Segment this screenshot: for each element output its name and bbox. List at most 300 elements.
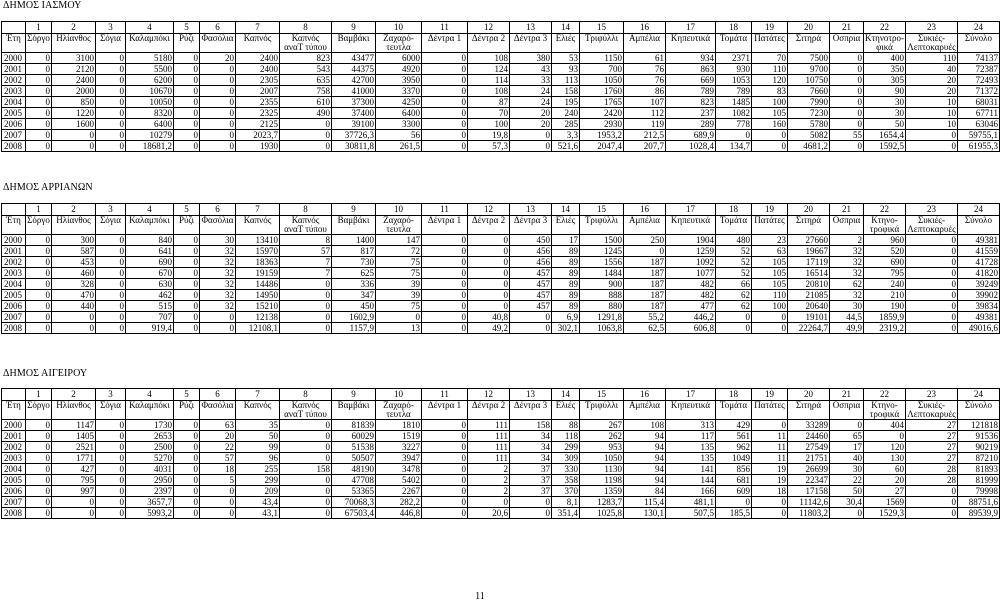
value-cell: 57 — [200, 453, 236, 464]
value-cell: 0 — [422, 108, 468, 119]
value-cell: 0 — [510, 130, 552, 141]
value-cell: 0 — [174, 323, 200, 334]
value-cell: 0 — [26, 257, 52, 268]
value-cell: 2000 — [52, 86, 96, 97]
value-cell: 70 — [752, 53, 788, 64]
value-cell: 47708 — [332, 475, 376, 486]
value-cell: 118 — [552, 431, 580, 442]
value-cell: 24 — [510, 97, 552, 108]
year-cell: 2005 — [2, 475, 26, 486]
value-cell: 350 — [864, 64, 906, 75]
value-cell: 32 — [200, 257, 236, 268]
value-cell: 1405 — [52, 431, 96, 442]
column-header: Καπνός — [280, 34, 332, 44]
value-cell: 1485 — [716, 97, 752, 108]
year-cell: 2002 — [2, 442, 26, 453]
value-cell: 49381 — [958, 312, 1000, 323]
value-cell: 34 — [510, 431, 552, 442]
table-row — [2, 431, 1000, 442]
value-cell: 8 — [280, 235, 332, 246]
column-index: 20 — [788, 204, 830, 216]
value-cell: 0 — [200, 64, 236, 75]
column-index: 2 — [52, 22, 96, 34]
year-cell: 2000 — [2, 235, 26, 246]
value-cell: 187 — [624, 268, 666, 279]
value-cell: 2267 — [376, 486, 422, 497]
value-cell: 520 — [864, 246, 906, 257]
value-cell: 1569 — [864, 497, 906, 508]
value-cell: 960 — [864, 235, 906, 246]
value-cell: 0 — [26, 235, 52, 246]
value-cell: 10670 — [126, 86, 174, 97]
value-cell: 0 — [174, 312, 200, 323]
value-cell: 285 — [552, 119, 580, 130]
column-index: 21 — [830, 204, 864, 216]
value-cell: 0 — [52, 508, 96, 519]
value-cell: 305 — [864, 75, 906, 86]
value-cell: 1028,4 — [666, 141, 716, 152]
value-cell: 0 — [200, 130, 236, 141]
column-header: Ζαχαρό- — [376, 401, 422, 411]
value-cell: 730 — [332, 257, 376, 268]
column-header: Αμπέλια — [624, 401, 666, 411]
column-header-continued — [830, 410, 864, 420]
value-cell: 41728 — [958, 257, 1000, 268]
value-cell: 962 — [716, 442, 752, 453]
value-cell: 0 — [174, 141, 200, 152]
value-cell: 625 — [332, 268, 376, 279]
value-cell: 42700 — [332, 75, 376, 86]
value-cell: 76 — [624, 64, 666, 75]
column-header: Τριφύλλι — [580, 216, 624, 226]
column-index: 21 — [830, 22, 864, 34]
column-header-continued — [580, 43, 624, 53]
value-cell: 37400 — [332, 108, 376, 119]
column-header-continued — [174, 225, 200, 235]
column-header-continued — [174, 410, 200, 420]
value-cell: 86 — [624, 86, 666, 97]
value-cell: 0 — [864, 431, 906, 442]
header-row — [2, 216, 1000, 226]
value-cell: 11142,6 — [788, 497, 830, 508]
value-cell: 0 — [200, 97, 236, 108]
value-cell: 39902 — [958, 290, 1000, 301]
value-cell: 482 — [666, 279, 716, 290]
value-cell: 20640 — [788, 301, 830, 312]
value-cell: 795 — [52, 475, 96, 486]
section-title-aigeirou: ΔΗΜΟΣ ΑΙΓΕΙΡΟΥ — [3, 368, 88, 379]
value-cell: 4250 — [376, 97, 422, 108]
column-header: Καπνός — [236, 216, 280, 226]
column-index: 16 — [624, 204, 666, 216]
value-cell: 105 — [752, 268, 788, 279]
column-index: 15 — [580, 389, 624, 401]
value-cell: 255 — [236, 464, 280, 475]
value-cell: 6000 — [376, 53, 422, 64]
value-cell: 0 — [26, 301, 52, 312]
value-cell: 0 — [280, 141, 332, 152]
value-cell: 450 — [510, 235, 552, 246]
value-cell: 689,9 — [666, 130, 716, 141]
value-cell: 0 — [96, 323, 126, 334]
column-header-continued: φικά — [864, 43, 906, 53]
value-cell: 0 — [26, 130, 52, 141]
value-cell: 0 — [174, 497, 200, 508]
value-cell: 0 — [96, 431, 126, 442]
column-header: Βαμβάκι — [332, 34, 376, 44]
value-cell: 0 — [96, 453, 126, 464]
value-cell: 81839 — [332, 420, 376, 431]
value-cell: 89 — [552, 301, 580, 312]
column-header: Ζαχαρό- — [376, 34, 422, 44]
column-index: 7 — [236, 204, 280, 216]
column-header: Οσπρια — [830, 34, 864, 44]
column-header: Σύνολο — [958, 34, 1000, 44]
value-cell: 0 — [200, 86, 236, 97]
value-cell: 543 — [280, 64, 332, 75]
column-header: Πατάτες — [752, 34, 788, 44]
value-cell: 0 — [200, 75, 236, 86]
value-cell: 41559 — [958, 246, 1000, 257]
column-header: Κτηνο- — [864, 401, 906, 411]
value-cell: 66 — [716, 279, 752, 290]
column-header: Σόργο — [27, 400, 50, 410]
value-cell: 482 — [666, 290, 716, 301]
column-header: Ηλίανθος — [52, 34, 96, 44]
value-cell: 3100 — [52, 53, 96, 64]
value-cell: 0 — [906, 497, 958, 508]
value-cell: 919,4 — [126, 323, 174, 334]
value-cell: 27 — [906, 420, 958, 431]
year-cell: 2003 — [2, 453, 26, 464]
column-header: Συκιές- — [906, 34, 958, 44]
value-cell: 0 — [26, 486, 52, 497]
column-index: 6 — [200, 204, 236, 216]
value-cell: 110 — [752, 290, 788, 301]
value-cell: 37726,3 — [332, 130, 376, 141]
value-cell: 0 — [26, 442, 52, 453]
value-cell: 121818 — [958, 420, 1000, 431]
value-cell: 313 — [666, 420, 716, 431]
column-header-continued — [96, 410, 126, 420]
column-header: Ελιές — [552, 216, 580, 226]
value-cell: 7 — [280, 268, 332, 279]
value-cell: 3370 — [376, 86, 422, 97]
value-cell: 817 — [332, 246, 376, 257]
value-cell: 6200 — [126, 75, 174, 86]
value-cell: 39 — [376, 290, 422, 301]
value-cell: 0 — [422, 431, 468, 442]
value-cell: 105 — [752, 257, 788, 268]
value-cell: 3,3 — [552, 130, 580, 141]
value-cell: 7 — [280, 257, 332, 268]
value-cell: 0 — [200, 141, 236, 152]
value-cell: 237 — [666, 108, 716, 119]
column-index: 17 — [666, 22, 716, 34]
value-cell: 0 — [422, 75, 468, 86]
value-cell: 18 — [752, 486, 788, 497]
year-cell: 2005 — [2, 108, 26, 119]
value-cell: 446,8 — [376, 508, 422, 519]
value-cell: 49381 — [958, 235, 1000, 246]
value-cell: 0 — [906, 235, 958, 246]
column-index: 11 — [422, 389, 468, 401]
column-header: Σόργο — [27, 215, 50, 225]
value-cell: 850 — [52, 97, 96, 108]
value-cell: 0 — [96, 268, 126, 279]
value-cell: 0 — [26, 119, 52, 130]
column-index: 23 — [906, 204, 958, 216]
value-cell: 0 — [830, 86, 864, 97]
value-cell: 100 — [468, 119, 510, 130]
value-cell: 0 — [906, 290, 958, 301]
value-cell: 250 — [624, 235, 666, 246]
value-cell: 823 — [666, 97, 716, 108]
year-cell: 2000 — [2, 53, 26, 64]
value-cell: 446,2 — [666, 312, 716, 323]
column-index: 14 — [552, 22, 580, 34]
value-cell: 61955,3 — [958, 141, 1000, 152]
column-header: Κηπευτικά — [666, 34, 716, 44]
column-index: 14 — [552, 204, 580, 216]
value-cell: 0 — [96, 246, 126, 257]
value-cell: 462 — [126, 290, 174, 301]
value-cell: 0 — [26, 464, 52, 475]
value-cell: 0 — [174, 119, 200, 130]
value-cell: 9700 — [788, 64, 830, 75]
table-row — [2, 486, 1000, 497]
table-row — [2, 323, 1000, 334]
column-index: 11 — [422, 22, 468, 34]
value-cell: 0 — [200, 108, 236, 119]
column-header-continued: τροφικά — [864, 225, 906, 235]
value-cell: 24460 — [788, 431, 830, 442]
value-cell: 115,4 — [624, 497, 666, 508]
value-cell: 107 — [624, 97, 666, 108]
value-cell: 0 — [422, 475, 468, 486]
value-cell: 0 — [174, 508, 200, 519]
value-cell: 0 — [52, 323, 96, 334]
column-header: Ρύζι — [174, 216, 200, 226]
value-cell: 23 — [752, 235, 788, 246]
value-cell: 2355 — [236, 97, 280, 108]
value-cell: 22 — [830, 475, 864, 486]
value-cell: 0 — [280, 119, 332, 130]
value-cell: 863 — [666, 64, 716, 75]
year-cell: 2003 — [2, 268, 26, 279]
value-cell: 0 — [96, 464, 126, 475]
value-cell: 1259 — [666, 246, 716, 257]
value-cell: 158 — [280, 464, 332, 475]
value-cell: 32 — [200, 290, 236, 301]
value-cell: 0 — [52, 130, 96, 141]
value-cell: 33 — [510, 75, 552, 86]
year-cell: 2008 — [2, 323, 26, 334]
year-cell: 2007 — [2, 497, 26, 508]
table-row — [2, 53, 1000, 64]
value-cell: 0 — [96, 141, 126, 152]
value-cell: 0 — [906, 141, 958, 152]
column-index: 2 — [52, 204, 96, 216]
column-index: 5 — [174, 22, 200, 34]
value-cell: 32 — [200, 268, 236, 279]
header-row-continued — [2, 410, 1000, 420]
value-cell: 2400 — [52, 75, 96, 86]
value-cell: 72 — [376, 246, 422, 257]
value-cell: 50 — [236, 431, 280, 442]
column-index: 22 — [864, 204, 906, 216]
value-cell: 0 — [906, 312, 958, 323]
table-row — [2, 442, 1000, 453]
column-header: Δέντρα 2 — [468, 216, 510, 226]
value-cell: 0 — [422, 508, 468, 519]
value-cell: 2653 — [126, 431, 174, 442]
value-cell: 0 — [716, 497, 752, 508]
value-cell: 789 — [716, 86, 752, 97]
value-cell: 100 — [752, 301, 788, 312]
value-cell: 302,1 — [552, 323, 580, 334]
value-cell: 111 — [468, 453, 510, 464]
value-cell: 358 — [552, 475, 580, 486]
value-cell: 1050 — [580, 75, 624, 86]
column-header: Καπνός — [280, 216, 332, 226]
year-cell: 2001 — [2, 64, 26, 75]
value-cell: 48190 — [332, 464, 376, 475]
value-cell: 130,1 — [624, 508, 666, 519]
column-header: Σιτηρά — [788, 216, 830, 226]
column-header: Σύνολο — [958, 401, 1000, 411]
value-cell: 840 — [126, 235, 174, 246]
value-cell: 158 — [510, 420, 552, 431]
header-row — [2, 34, 1000, 44]
value-cell: 0 — [422, 64, 468, 75]
value-cell: 209 — [236, 486, 280, 497]
value-cell: 11 — [752, 431, 788, 442]
value-cell: 117 — [666, 431, 716, 442]
value-cell: 457 — [510, 268, 552, 279]
value-cell: 27 — [906, 431, 958, 442]
value-cell: 0 — [200, 323, 236, 334]
value-cell: 20 — [906, 75, 958, 86]
value-cell: 67711 — [958, 108, 1000, 119]
value-cell: 22 — [200, 442, 236, 453]
value-cell: 0 — [280, 312, 332, 323]
value-cell: 19159 — [236, 268, 280, 279]
value-cell: 490 — [280, 108, 332, 119]
value-cell: 2 — [468, 486, 510, 497]
value-cell: 119 — [624, 119, 666, 130]
value-cell: 20 — [200, 53, 236, 64]
column-header: Οσπρια — [830, 216, 864, 226]
value-cell: 0 — [280, 442, 332, 453]
column-header: Συκιές- — [906, 216, 958, 226]
value-cell: 0 — [716, 130, 752, 141]
column-header: Καπνός — [236, 34, 280, 44]
value-cell: 0 — [96, 108, 126, 119]
column-header-continued: τευτλα — [376, 43, 422, 53]
value-cell: 6400 — [126, 119, 174, 130]
value-cell: 450 — [332, 301, 376, 312]
value-cell: 113 — [552, 75, 580, 86]
table-row — [2, 279, 1000, 290]
value-cell: 39249 — [958, 279, 1000, 290]
value-cell: 700 — [580, 64, 624, 75]
value-cell: 1810 — [376, 420, 422, 431]
column-index: 22 — [864, 22, 906, 34]
value-cell: 370 — [552, 486, 580, 497]
value-cell: 87 — [468, 97, 510, 108]
column-header-continued — [52, 43, 96, 53]
value-cell: 880 — [580, 301, 624, 312]
value-cell: 20 — [200, 431, 236, 442]
value-cell: 0 — [96, 119, 126, 130]
value-cell: 0 — [422, 246, 468, 257]
value-cell: 0 — [26, 508, 52, 519]
value-cell: 56 — [376, 130, 422, 141]
value-cell: 0 — [96, 497, 126, 508]
value-cell: 8,1 — [552, 497, 580, 508]
value-cell: 52 — [716, 246, 752, 257]
value-cell: 440 — [52, 301, 96, 312]
value-cell: 2397 — [126, 486, 174, 497]
value-cell: 299 — [552, 442, 580, 453]
column-header: Κτηνοτρο- — [865, 33, 904, 43]
value-cell: 480 — [716, 235, 752, 246]
value-cell: 0 — [174, 420, 200, 431]
table-row — [2, 508, 1000, 519]
value-cell: 0 — [422, 86, 468, 97]
value-cell: 0 — [422, 119, 468, 130]
value-cell: 12138 — [236, 312, 280, 323]
column-header-continued — [236, 410, 280, 420]
value-cell: 134,7 — [716, 141, 752, 152]
value-cell: 110 — [906, 53, 958, 64]
value-cell: 114 — [468, 75, 510, 86]
value-cell: 456 — [510, 257, 552, 268]
column-index: 4 — [126, 204, 174, 216]
column-header-continued — [468, 43, 510, 53]
value-cell: 1283,7 — [580, 497, 624, 508]
value-cell: 930 — [716, 64, 752, 75]
column-header-continued — [752, 43, 788, 53]
column-header-continued — [26, 43, 52, 53]
value-cell: 1245 — [580, 246, 624, 257]
value-cell: 2 — [468, 464, 510, 475]
column-header-continued — [96, 43, 126, 53]
column-header-continued — [666, 43, 716, 53]
column-index: 10 — [376, 389, 422, 401]
column-header: Οσπρια — [830, 401, 864, 411]
value-cell: 94 — [624, 431, 666, 442]
value-cell: 0 — [468, 235, 510, 246]
value-cell: 43 — [510, 64, 552, 75]
column-header-continued — [26, 225, 52, 235]
value-cell: 240 — [552, 108, 580, 119]
value-cell: 1082 — [716, 108, 752, 119]
value-cell: 70068,3 — [332, 497, 376, 508]
value-cell: 20 — [510, 108, 552, 119]
value-cell: 0 — [26, 497, 52, 508]
value-cell: 30811,8 — [332, 141, 376, 152]
value-cell: 5500 — [126, 64, 174, 75]
value-cell: 427 — [52, 464, 96, 475]
column-header-continued — [552, 410, 580, 420]
value-cell: 0 — [422, 97, 468, 108]
column-index: 24 — [958, 204, 1000, 216]
column-header-continued: τευτλα — [376, 225, 422, 235]
column-index: 19 — [752, 204, 788, 216]
column-header-continued — [666, 225, 716, 235]
